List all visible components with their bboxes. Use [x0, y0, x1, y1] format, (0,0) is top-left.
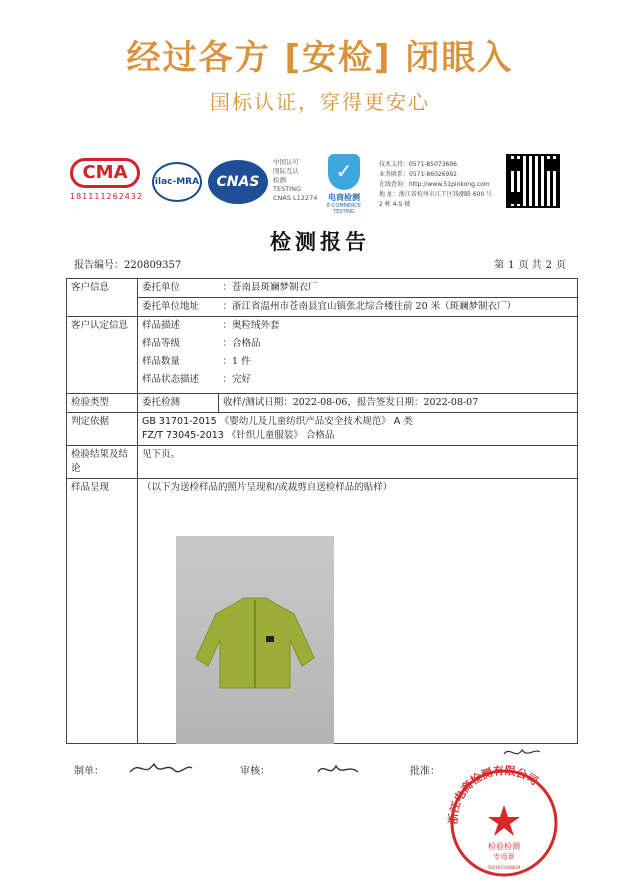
field-value: 收样/测试日期：2022-08-06，报告签发日期：2022-08-07: [219, 394, 578, 413]
table-row: [67, 446, 578, 479]
contact-line: 在线查询：http://www.51pinkong.com: [379, 181, 490, 188]
field-value: ：苍南县斑斓梦制衣厂: [219, 279, 578, 298]
cnas-line: TESTING: [273, 185, 301, 193]
approver-signature: [500, 742, 544, 764]
cnas-line: 中国认可: [273, 158, 299, 166]
company-seal: [440, 765, 568, 877]
ecom-sub: E-COMMERCE TESTING: [326, 203, 362, 215]
field-value: ：合格品: [219, 335, 578, 353]
contact-line: 地 址：浙江省杭州市江干区钱潮路 600 号: [379, 191, 493, 198]
contact-line: 2 栋 4-5 楼: [379, 201, 411, 208]
contact-line: 技术支持：0571-85073696: [379, 161, 457, 168]
field-value: ：浙江省温州市苍南县宜山镇张北综合楼往前 20 米（斑斓梦制衣厂）: [219, 298, 578, 317]
field-label: 样品描述: [138, 317, 219, 336]
cma-number: 181111262432: [70, 192, 144, 201]
cnas-line: 国际互认: [273, 167, 299, 175]
shield-check-icon: ✓: [328, 154, 360, 190]
cma-mark: CMA: [70, 158, 140, 188]
cnas-logo: CNAS: [208, 160, 268, 204]
jacket-image: [190, 596, 320, 696]
field-label: 委托检测: [138, 394, 219, 413]
reviewer-signature: [314, 758, 362, 782]
table-row: [67, 335, 578, 353]
table-row: [67, 279, 578, 298]
page-suffix: 页: [556, 260, 566, 271]
report-number: 报告编号：220809357: [74, 260, 182, 271]
qr-code-icon: [506, 154, 560, 208]
basis-line: GB 31701-2015 《婴幼儿及儿童纺织产品安全技术规范》 A 类: [142, 416, 413, 427]
table-row: [67, 371, 578, 394]
page-total: 2: [545, 260, 552, 271]
reviewer-label: 审核：: [240, 766, 270, 777]
svg-text:检验检测: 检验检测: [488, 842, 520, 851]
table-row: [67, 298, 578, 317]
field-label: 委托单位地址: [138, 298, 219, 317]
field-value: ：奥粒绒外套: [219, 317, 578, 336]
table-row: [67, 413, 578, 446]
field-label: 样品等级: [138, 335, 219, 353]
banner-title: 经过各方 [安检] 闭眼入: [126, 38, 514, 78]
svg-text:浙江电商检测有限公司: 浙江电商检测有限公司: [446, 765, 541, 825]
basis-cell: [138, 413, 578, 446]
report-title: 检测报告: [270, 229, 370, 254]
field-label: 样品状态描述: [138, 371, 219, 394]
svg-text:3301931008804: 3301931008804: [487, 865, 521, 870]
ilac-mra-logo: ilac-MRA: [152, 162, 202, 202]
table-row: [67, 353, 578, 371]
contact-line: 业务联系：0571-86026992: [379, 171, 457, 178]
category-sample: 客户认定信息: [67, 317, 138, 394]
field-value: ：完好: [219, 371, 578, 394]
page-indicator: [492, 256, 568, 271]
cnas-line: CNAS L12274: [273, 194, 318, 202]
svg-text:专用章: 专用章: [493, 853, 515, 861]
basis-line: FZ/T 73045-2013 《针织儿童服装》 合格品: [142, 430, 335, 441]
category-presentation: 样品呈现: [67, 479, 138, 744]
contact-info: [379, 160, 492, 210]
presentation-value: （以下为送检样品的照片呈现和/或裁剪自送检样品的贴样）: [138, 479, 578, 744]
maker-label: 制单：: [74, 766, 104, 777]
field-label: 样品数量: [138, 353, 219, 371]
category-client: 客户信息: [67, 279, 138, 317]
category-test-type: 检验类型: [67, 394, 138, 413]
table-row: [67, 317, 578, 336]
certification-logos: [66, 150, 576, 220]
cma-logo: [70, 158, 142, 206]
page-current: 1: [508, 260, 515, 271]
maker-signature: [126, 756, 196, 782]
cnas-info: [273, 158, 317, 203]
page-mid: 页 共: [518, 260, 542, 271]
category-result: 检验结果及结论: [67, 446, 138, 479]
field-label: 委托单位: [138, 279, 219, 298]
banner-subtitle: 国标认证，穿得更安心: [210, 90, 430, 114]
result-value: 见下页。: [138, 446, 578, 479]
cnas-line: 检测: [273, 176, 286, 184]
field-value: ：1 件: [219, 353, 578, 371]
approver-label: 批准：: [410, 766, 440, 777]
page-prefix: 第: [494, 260, 505, 271]
ecom-label: 电商检测: [328, 193, 360, 202]
table-row: [67, 394, 578, 413]
ecommerce-testing-logo: [320, 154, 368, 215]
category-basis: 判定依据: [67, 413, 138, 446]
